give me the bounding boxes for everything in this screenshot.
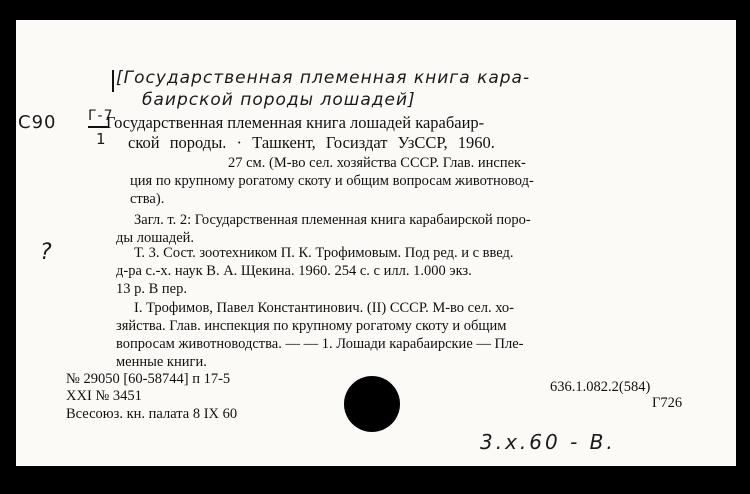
handwritten-shelf-number-bottom: 1 — [96, 130, 107, 148]
record-line4: ция по крупному рогатому скоту и общим вопросам животновод- — [130, 173, 534, 189]
shelf-number-divider — [88, 126, 108, 128]
footer-classification: 636.1.082.2(584) — [550, 379, 651, 395]
record-line12: зяйства. Глав. инспекция по крупному рогатому скоту и общим — [116, 318, 507, 334]
handwritten-title-line2: баирской породы лошадей] — [142, 90, 416, 110]
record-line3: 27 см. (М-во сел. хозяйства СССР. Глав. инспек- — [228, 155, 526, 171]
record-line7: ды лошадей. — [116, 230, 195, 246]
record-line8: Т. 3. Сост. зоотехником П. К. Трофимовым. Под ред. и с введ. — [134, 245, 514, 261]
handwritten-shelfmark: С90 — [18, 112, 57, 133]
record-line11: I. Трофимов, Павел Константинович. (II) СССР. М-во сел. хо- — [134, 300, 514, 316]
handwritten-date-note: 3.х.60 - В. — [480, 430, 616, 454]
card-punch-hole — [344, 376, 400, 432]
record-line10: 13 р. В пер. — [116, 281, 187, 297]
record-line14: менные книги. — [116, 354, 207, 370]
handwritten-shelf-number-top: Г-7 — [88, 108, 114, 124]
record-title-line1: Государственная племенная книга лошадей карабаир- — [106, 113, 485, 132]
record-line9: д-ра с.-х. наук В. А. Щекина. 1960. 254 с. с илл. 1.000 экз. — [116, 263, 472, 279]
footer-left-line1: № 29050 [60-58744] п 17-5 — [66, 371, 231, 387]
footer-left-line3: Всесоюз. кн. палата 8 IX 60 — [66, 406, 238, 422]
footer-left-line2: XXI № 3451 — [66, 388, 142, 404]
bracket-left — [112, 70, 114, 92]
record-line6: Загл. т. 2: Государственная племенная книга карабаирской поро- — [134, 212, 531, 228]
handwritten-margin-mark: ? — [40, 240, 53, 265]
record-title-line2: ской породы. · Ташкент, Госиздат УзССР, 1960. — [128, 133, 495, 152]
record-line5: ства). — [130, 191, 165, 207]
catalog-card — [16, 20, 736, 466]
record-line13: вопросам животноводства. — — 1. Лошади карабаирские — Пле- — [116, 336, 524, 352]
handwritten-title-line1: [Государственная племенная книга кара- — [116, 68, 531, 88]
footer-author-mark: Г726 — [652, 395, 683, 411]
